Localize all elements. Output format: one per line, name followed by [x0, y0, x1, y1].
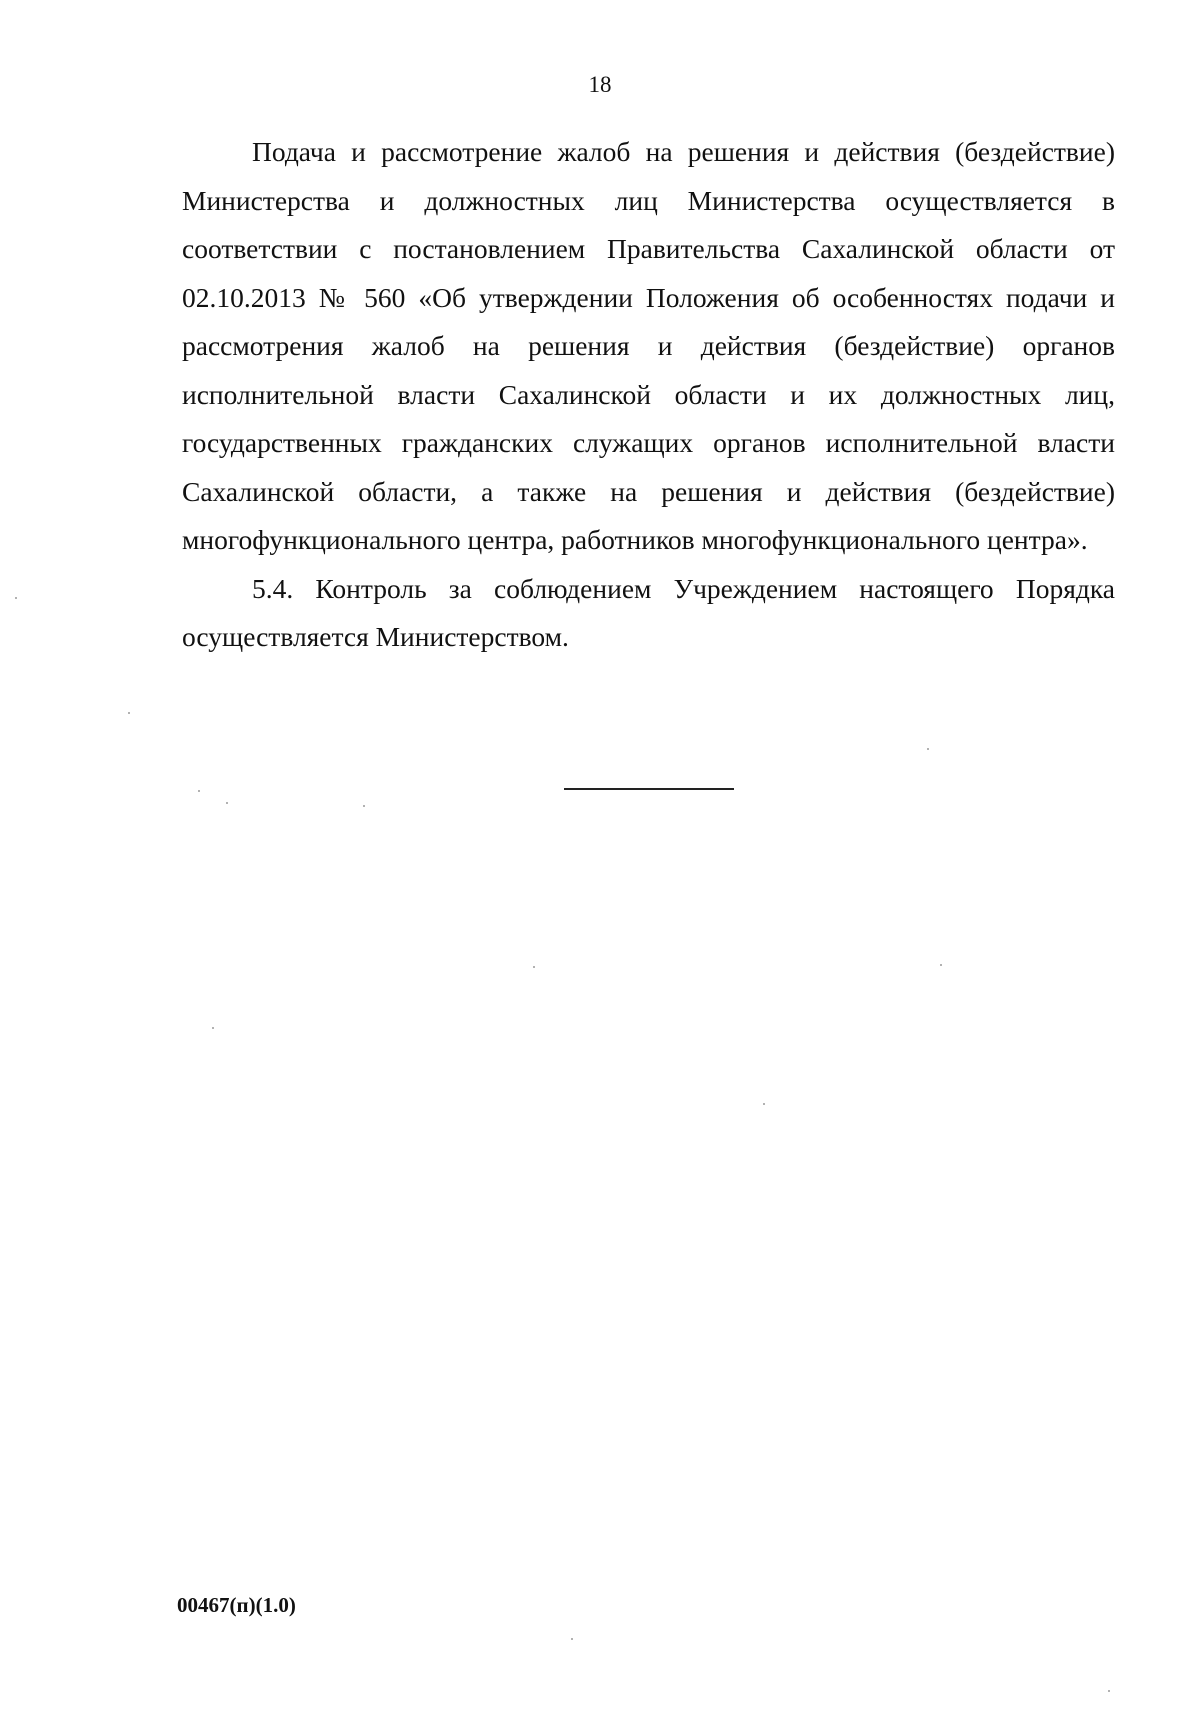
document-body	[182, 128, 1115, 662]
scan-speck	[212, 1027, 214, 1029]
scan-speck	[198, 790, 200, 792]
document-code: 00467(п)(1.0)	[177, 1593, 296, 1617]
end-of-text-rule	[564, 788, 734, 790]
scan-speck	[15, 597, 17, 599]
scan-speck	[533, 966, 535, 968]
paragraph-control-5-4: 5.4. Контроль за соблюдением Учреждением настоящего Порядка осуществляется Министерством.	[182, 572, 1115, 652]
scan-speck	[927, 748, 929, 750]
scan-speck	[763, 1103, 765, 1105]
scan-speck	[571, 1638, 573, 1640]
scan-speck	[226, 802, 228, 804]
page-number: 18	[588, 72, 612, 97]
scan-speck	[363, 805, 365, 807]
scan-speck	[128, 712, 130, 714]
scan-speck	[940, 964, 942, 966]
paragraph-complaints: Подача и рассмотрение жалоб на решения и действия (бездействие) Министерства и должностных лиц Министерства осуществляется в соответствии с постановлением Правительства Сахалинской области от 02.10.2013 № 560 «Об утверждении Положения об особенностях подачи и рассмотрения жалоб на решения и действия (бездействие) органов исполнительной власти Сахалинской области и их должностных лиц, государственных гражданских служащих органов исполнительной власти Сахалинской области, а также на решения и действия (бездействие) многофункционального центра, работников многофункционального центра».	[182, 136, 1115, 555]
scan-speck	[1108, 1690, 1110, 1692]
